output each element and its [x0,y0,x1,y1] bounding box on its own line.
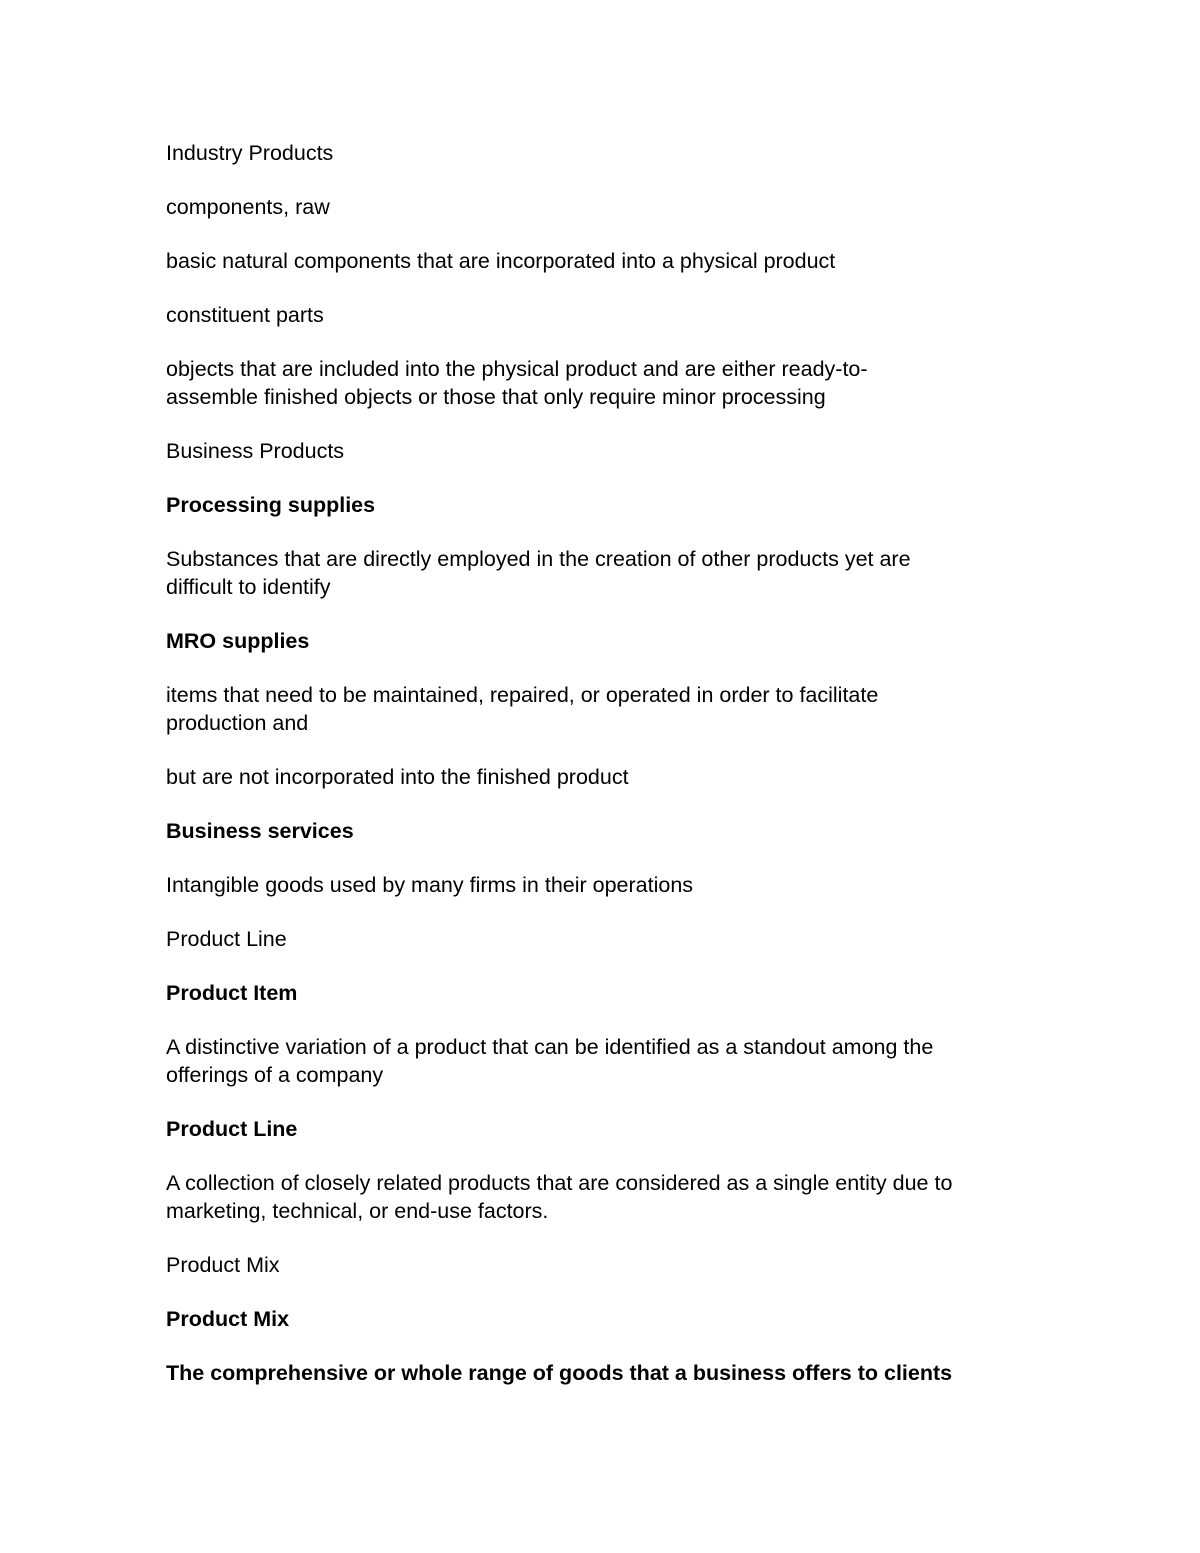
paragraph: A collection of closely related products that are considered as a single entity due to marketing, technical, or end-use factors. [166,1171,953,1223]
section-heading: Product Item [166,981,298,1005]
paragraph: Business Products [166,439,345,463]
paragraph: Intangible goods used by many firms in their operations [166,873,694,897]
section-heading: The comprehensive or whole range of goods that a business offers to clients [166,1361,953,1385]
section-heading: Product Line [166,1117,298,1141]
section-heading: Product Mix [166,1307,290,1331]
paragraph: A distinctive variation of a product that can be identified as a standout among the offerings of a company [166,1035,934,1087]
paragraph: constituent parts [166,303,324,327]
section-heading: Processing supplies [166,493,376,517]
paragraph: Product Mix [166,1253,280,1277]
paragraph: objects that are included into the physical product and are either ready-to- assemble finished objects or those that only require minor processing [166,357,868,409]
paragraph: components, raw [166,195,330,219]
paragraph: items that need to be maintained, repaired, or operated in order to facilitate production and [166,683,879,735]
paragraph: Product Line [166,927,287,951]
paragraph: Industry Products [166,141,334,165]
paragraph: basic natural components that are incorporated into a physical product [166,249,836,273]
paragraph: but are not incorporated into the finished product [166,765,629,789]
section-heading: Business services [166,819,354,843]
section-heading: MRO supplies [166,629,310,653]
document-body [166,139,1046,1413]
paragraph: Substances that are directly employed in the creation of other products yet are difficult to identify [166,547,911,599]
